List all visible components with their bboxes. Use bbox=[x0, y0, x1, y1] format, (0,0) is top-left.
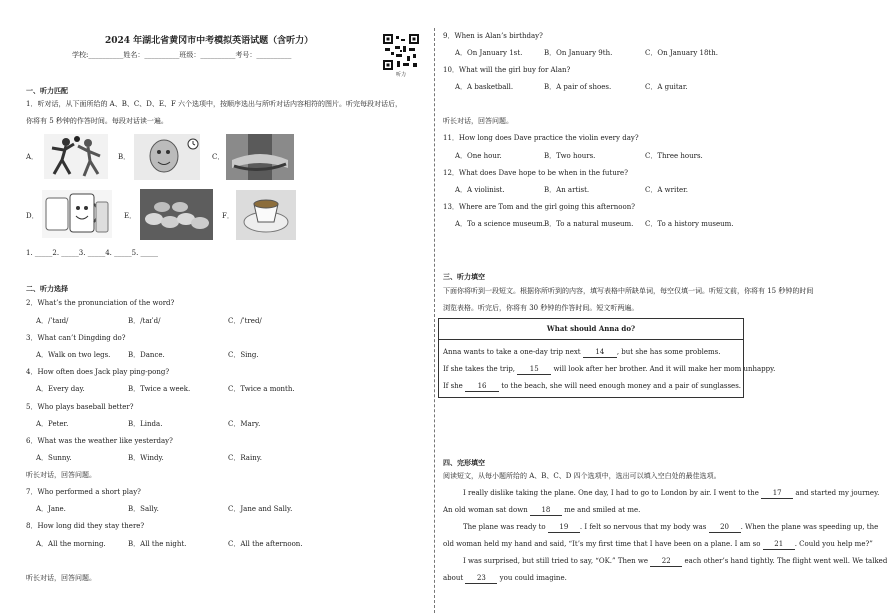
q3-option-a: A．Walk on two legs. bbox=[36, 351, 111, 359]
q13-option-c: C．To a history museum. bbox=[645, 220, 734, 228]
section-2-heading: 二、听力选择 bbox=[26, 284, 68, 293]
blank-20[interactable]: 20 bbox=[709, 523, 741, 533]
picture-d-mugs bbox=[42, 190, 112, 238]
blank-19[interactable]: 19 bbox=[548, 523, 580, 533]
blank-15[interactable]: 15 bbox=[517, 365, 551, 375]
passage-line-1 bbox=[463, 489, 879, 499]
q6-option-c: C．Rainy. bbox=[228, 454, 262, 462]
question-3: 3．What can’t Dingding do? bbox=[26, 334, 126, 342]
question-13: 13．Where are Tom and the girl going this afternoon? bbox=[443, 203, 635, 211]
student-info-fields: 学校:__________姓名：__________班级：__________考号：__________ bbox=[72, 51, 292, 59]
q8-option-b: B．All the night. bbox=[128, 540, 187, 548]
passage-line-5 bbox=[463, 557, 887, 567]
q6-option-b: B．Windy. bbox=[128, 454, 164, 462]
q4-option-a: A．Every day. bbox=[36, 385, 85, 393]
q10-option-b: B．A pair of shoes. bbox=[544, 83, 612, 91]
answer-line: 1. _____2. _____3. _____4. _____5. _____ bbox=[26, 249, 159, 257]
row-text: to the beach, she will need enough money and a pair of sunglasses. bbox=[501, 382, 742, 390]
row-text: will look after her brother. And it will make her mom unhappy. bbox=[553, 365, 776, 373]
q13-option-a: A．To a science museum. bbox=[455, 220, 545, 228]
question-6: 6．What was the weather like yesterday? bbox=[26, 437, 173, 445]
picture-b-cartoon-clock bbox=[134, 134, 200, 180]
q7-option-c: C．Jane and Sally. bbox=[228, 505, 293, 513]
question-11: 11．How long does Dave practice the violin every day? bbox=[443, 134, 639, 142]
section-4-instructions: 阅读短文，从每小题所给的 A、B、C、D 四个选项中，选出可以填入空白处的最佳选项。 bbox=[443, 472, 721, 480]
question-7: 7．Who performed a short play? bbox=[26, 488, 141, 496]
section-3-heading: 三、听力填空 bbox=[443, 272, 485, 281]
section-1-heading: 一、听力匹配 bbox=[26, 86, 68, 95]
blank-18[interactable]: 18 bbox=[530, 506, 562, 516]
question-12: 12．What does Dave hope to be when in the future? bbox=[443, 169, 628, 177]
q11-option-a: A．One hour. bbox=[455, 152, 502, 160]
section-1-instructions: 1．听对话，从下面所给的 A、B、C、D、E、F 六个选项中，按顺序选出与所听对话内容相符的图片。听完每段对话后， bbox=[26, 100, 403, 108]
table-title: What should Anna do? bbox=[439, 319, 743, 340]
blank-16[interactable]: 16 bbox=[465, 382, 499, 392]
qr-caption: 听力 bbox=[396, 72, 407, 78]
q7-option-b: B．Sally. bbox=[128, 505, 159, 513]
row-text: , but she has some problems. bbox=[616, 348, 721, 356]
qr-code bbox=[383, 34, 419, 70]
listen-note: 听长对话，回答问题。 bbox=[26, 574, 96, 582]
question-9: 9．When is Alan’s birthday? bbox=[443, 32, 543, 40]
row-text: If she takes the trip, bbox=[443, 365, 516, 373]
passage-line-4 bbox=[443, 540, 873, 550]
passage-text: about bbox=[443, 574, 464, 582]
listen-note: 听长对话，回答问题。 bbox=[26, 471, 96, 479]
page-title: 2024 年湖北省黄冈市中考模拟英语试题（含听力） bbox=[105, 36, 314, 46]
section-3-instructions-cont: 浏览表格。听完后，你将有 30 秒钟的作答时间。短文听两遍。 bbox=[443, 304, 639, 312]
row-text: If she bbox=[443, 382, 463, 390]
row-text: Anna wants to take a one-day trip next bbox=[443, 348, 581, 356]
q2-option-c: C．/ˈtred/ bbox=[228, 317, 262, 325]
listen-note: 听长对话，回答问题。 bbox=[443, 117, 513, 125]
q11-option-b: B．Two hours. bbox=[544, 152, 596, 160]
q2-option-b: B．/taɪˈd/ bbox=[128, 317, 161, 325]
option-letter-c: C． bbox=[212, 153, 225, 161]
question-8: 8．How long did they stay there? bbox=[26, 522, 145, 530]
question-4: 4．How often does Jack play ping-pong? bbox=[26, 368, 170, 376]
q6-option-a: A．Sunny. bbox=[36, 454, 72, 462]
q5-option-b: B．Linda. bbox=[128, 420, 163, 428]
question-10: 10．What will the girl buy for Alan? bbox=[443, 66, 571, 74]
q12-option-a: A．A violinist. bbox=[455, 186, 505, 194]
passage-text: . Could you help me?” bbox=[794, 540, 873, 548]
option-letter-a: A． bbox=[26, 153, 39, 161]
picture-a-basketball bbox=[44, 134, 108, 179]
q9-option-c: C．On January 18th. bbox=[645, 49, 718, 57]
q7-option-a: A．Jane. bbox=[36, 505, 66, 513]
q4-option-c: C．Twice a month. bbox=[228, 385, 295, 393]
passage-text: The plane was ready to bbox=[463, 523, 546, 531]
q3-option-c: C．Sing. bbox=[228, 351, 259, 359]
blank-14[interactable]: 14 bbox=[583, 348, 617, 358]
q9-option-b: B．On January 9th. bbox=[544, 49, 613, 57]
passage-line-6 bbox=[443, 574, 567, 584]
q2-option-a: A．/ˈtaɪd/ bbox=[36, 317, 69, 325]
question-5: 5．Who plays baseball better? bbox=[26, 403, 134, 411]
q5-option-c: C．Mary. bbox=[228, 420, 261, 428]
option-letter-b: B． bbox=[118, 153, 131, 161]
blank-23[interactable]: 23 bbox=[465, 574, 497, 584]
table-row-2 bbox=[443, 365, 775, 375]
q8-option-a: A．All the morning. bbox=[36, 540, 106, 548]
q12-option-c: C．A writer. bbox=[645, 186, 688, 194]
option-letter-f: F． bbox=[222, 212, 234, 220]
passage-line-2 bbox=[443, 506, 640, 516]
q11-option-c: C．Three hours. bbox=[645, 152, 703, 160]
picture-e-dumplings bbox=[140, 189, 213, 240]
picture-f-tea-cup bbox=[236, 190, 296, 240]
q10-option-a: A．A basketball. bbox=[455, 83, 514, 91]
q4-option-b: B．Twice a week. bbox=[128, 385, 191, 393]
q3-option-b: B．Dance. bbox=[128, 351, 165, 359]
q5-option-a: A．Peter. bbox=[36, 420, 69, 428]
passage-text: old woman held my hand and said, “It’s my first time that I have been on a plane. I am so bbox=[443, 540, 761, 548]
q10-option-c: C．A guitar. bbox=[645, 83, 688, 91]
table-row-3 bbox=[443, 382, 741, 392]
passage-text: I really dislike taking the plane. One day, I had to go to London by air. I went to the bbox=[463, 489, 759, 497]
passage-text: and started my journey. bbox=[795, 489, 880, 497]
blank-21[interactable]: 21 bbox=[763, 540, 795, 550]
table-row-1 bbox=[443, 348, 720, 358]
picture-c-arms-crossed bbox=[226, 134, 294, 180]
q8-option-c: C．All the afternoon. bbox=[228, 540, 303, 548]
question-2: 2．What’s the pronunciation of the word? bbox=[26, 299, 175, 307]
blank-22[interactable]: 22 bbox=[650, 557, 682, 567]
passage-text: me and smiled at me. bbox=[564, 506, 641, 514]
passage-text: . When the plane was speeding up, the bbox=[740, 523, 879, 531]
passage-text: each other’s hand tightly. The flight went well. We talked bbox=[684, 557, 887, 565]
option-letter-d: D． bbox=[26, 212, 39, 220]
passage-line-3 bbox=[463, 523, 878, 533]
section-4-heading: 四、完形填空 bbox=[443, 458, 485, 467]
q13-option-b: B．To a natural museum. bbox=[544, 220, 634, 228]
passage-text: . I felt so nervous that my body was bbox=[579, 523, 707, 531]
option-letter-e: E． bbox=[124, 212, 137, 220]
section-1-instructions-cont: 你将有 5 秒钟的作答时间。每段对话读一遍。 bbox=[26, 117, 168, 125]
column-divider bbox=[434, 28, 435, 613]
passage-text: you could imagine. bbox=[499, 574, 567, 582]
q12-option-b: B．An artist. bbox=[544, 186, 590, 194]
blank-17[interactable]: 17 bbox=[761, 489, 793, 499]
passage-text: An old woman sat down bbox=[443, 506, 528, 514]
passage-text: I was surprised, but still tried to say, “OK.” Then we bbox=[463, 557, 649, 565]
q9-option-a: A．On January 1st. bbox=[455, 49, 523, 57]
section-3-instructions: 下面你将听到一段短文。根据你所听到的内容，填写表格中所缺单词，每空仅填一词。听短文前，你将有 15 秒钟的时间 bbox=[443, 287, 814, 295]
